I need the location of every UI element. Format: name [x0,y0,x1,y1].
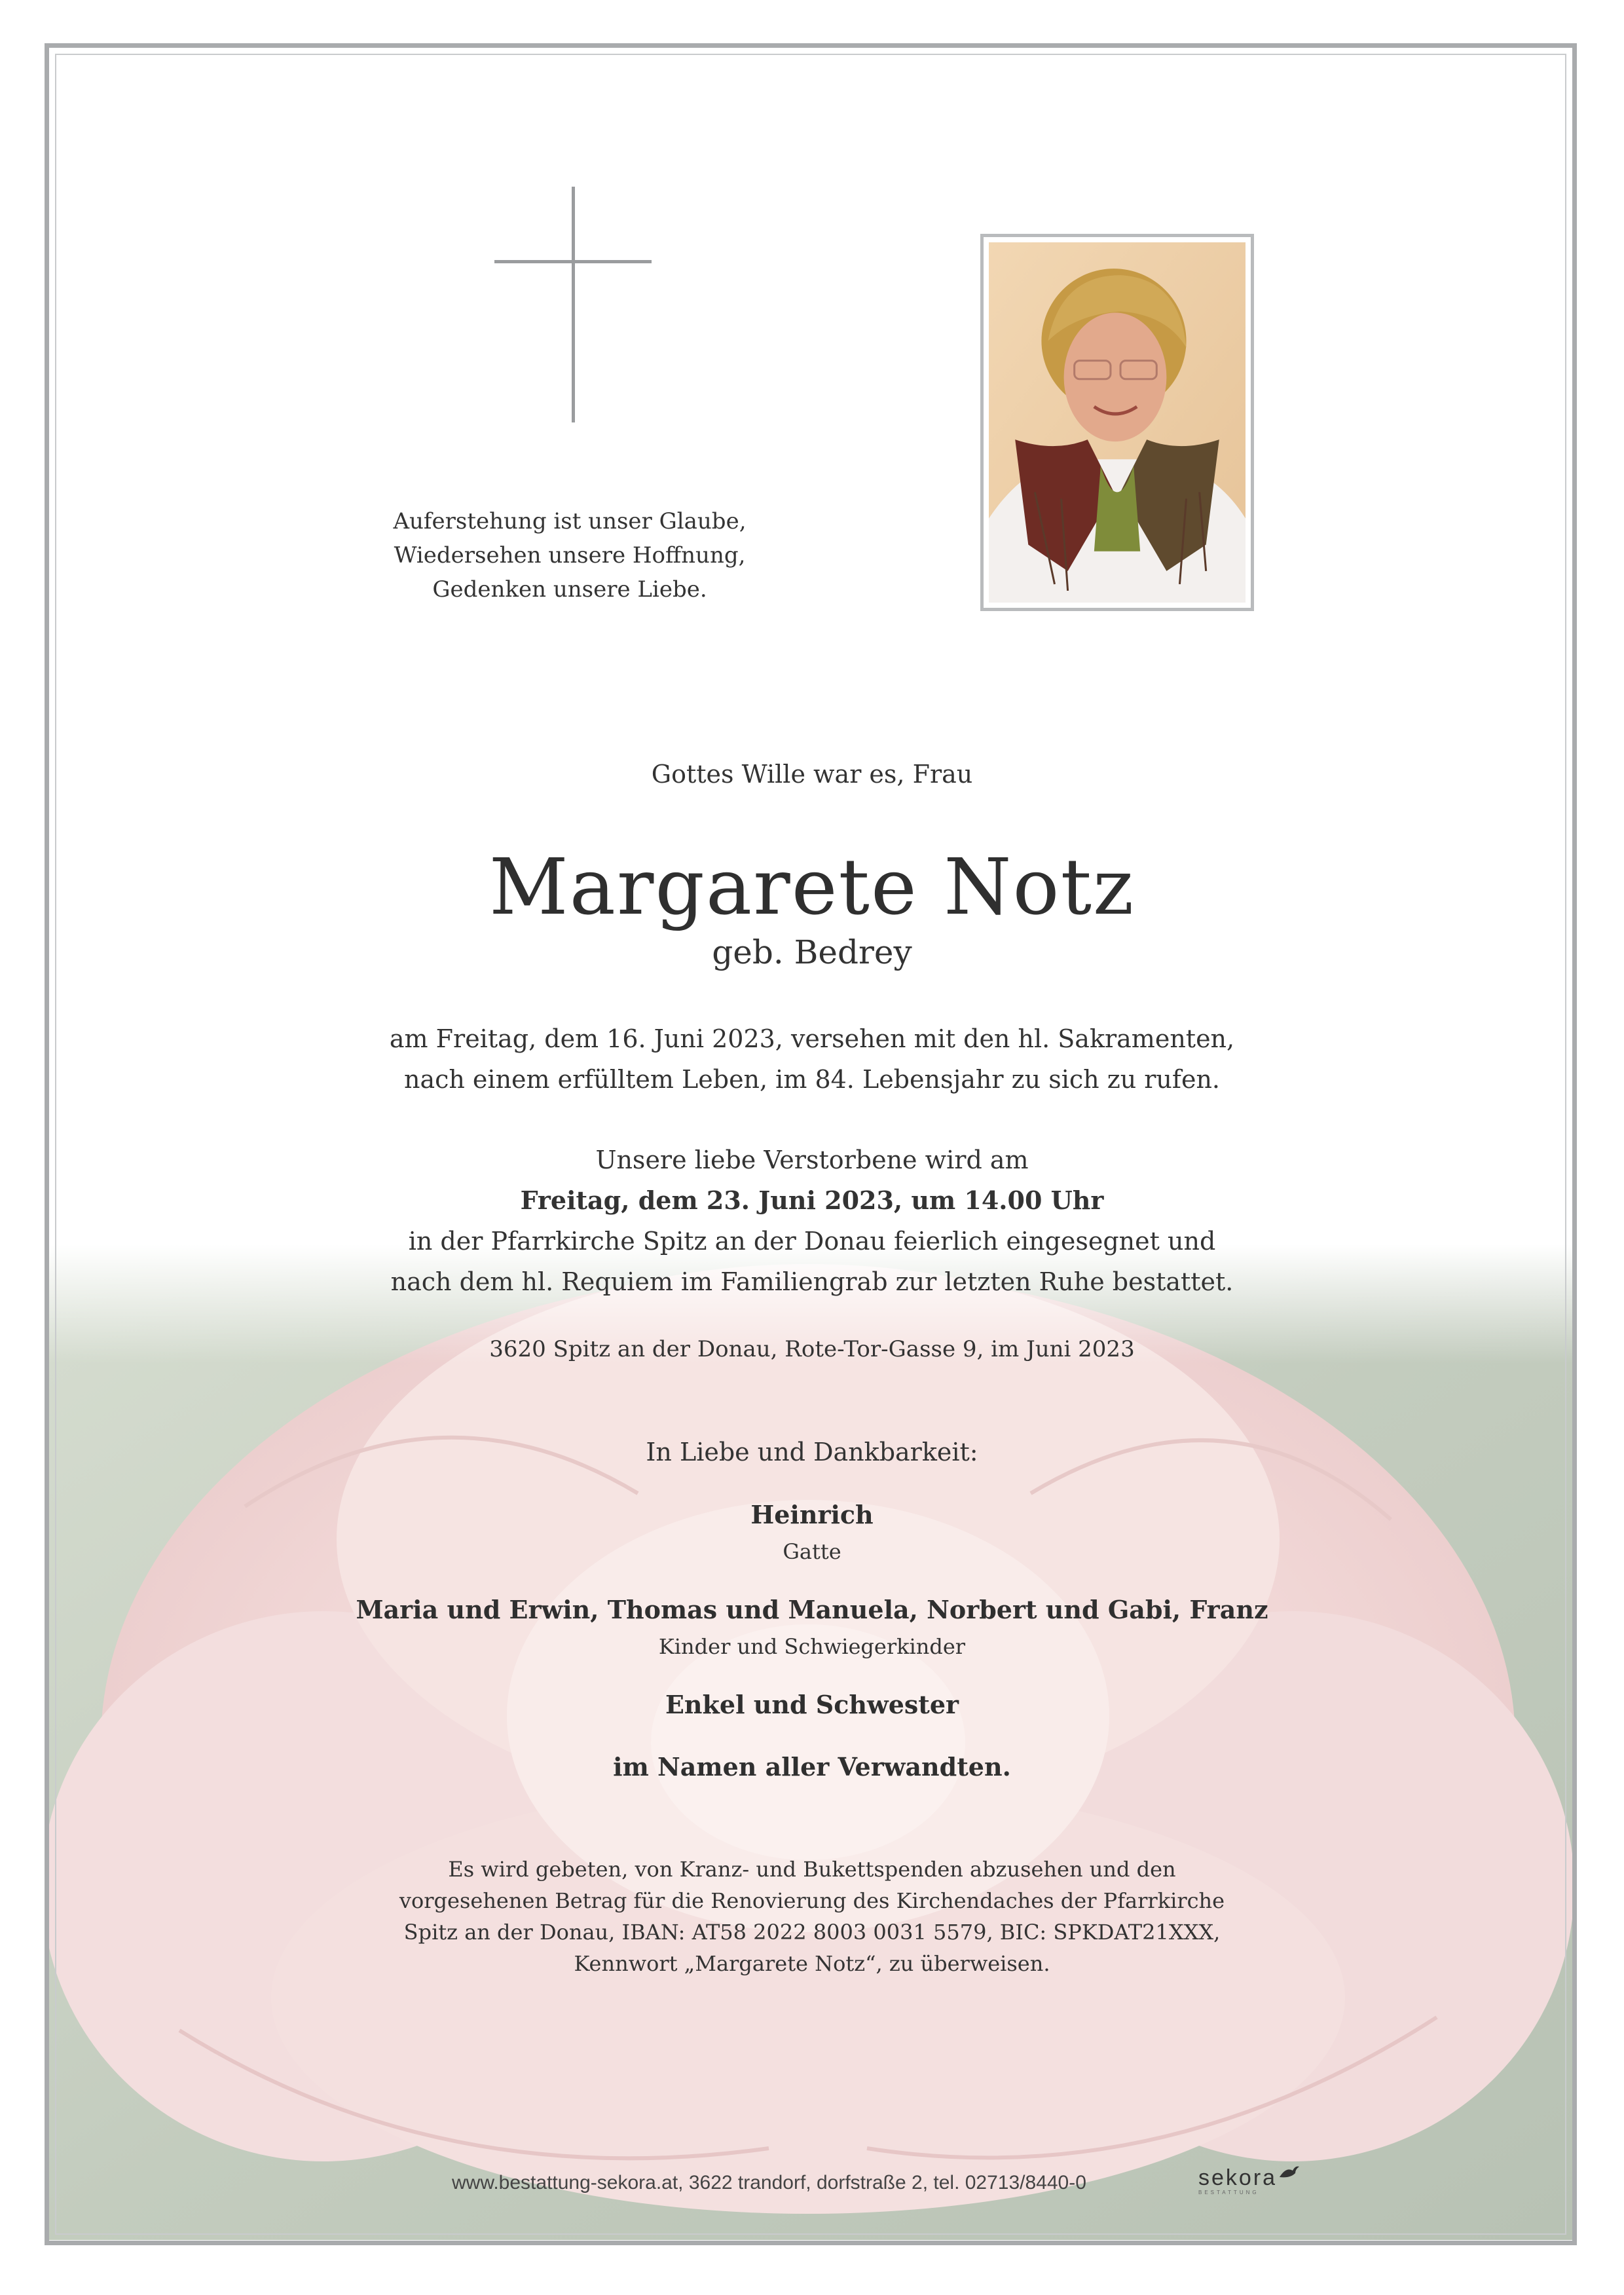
donation-line: vorgesehenen Betrag für die Renovierung des Kirchendaches der Pfarrkirche [399,1888,1225,1913]
portrait-photo [989,242,1246,603]
mourners-heading: In Liebe und Dankbarkeit: [646,1438,978,1466]
logo-subtitle: BESTATTUNG [1198,2190,1259,2195]
grandchildren: Enkel und Schwester [665,1690,959,1719]
verse-line: Auferstehung ist unser Glaube, [393,508,747,534]
bird-icon [1278,2164,1301,2184]
birth-name: geb. Bedrey [712,933,912,971]
footer-contact: www.bestattung-sekora.at, 3622 trandorf, dorfstraße 2, tel. 02713/8440-0 [452,2172,1086,2193]
logo-word: sekora [1198,2165,1278,2190]
death-line: nach einem erfülltem Leben, im 84. Lebensjahr zu sich zu rufen. [403,1065,1221,1094]
funeral-date: Freitag, dem 23. Juni 2023, um 14.00 Uhr [520,1185,1104,1215]
funeral-paragraph [157,1140,1467,1302]
sekora-logo [1198,2165,1277,2195]
spouse-role: Gatte [783,1539,841,1564]
relatives: im Namen aller Verwandten. [613,1752,1011,1782]
verse-line: Wiedersehen unsere Hoffnung, [394,542,746,569]
spouse-name: Heinrich [750,1500,874,1529]
funeral-line: in der Pfarrkirche Spitz an der Donau feierlich eingesegnet und [408,1227,1216,1256]
deceased-name: Margarete Notz [489,842,1135,932]
donation-line: Es wird gebeten, von Kranz- und Bukettspenden abzusehen und den [448,1857,1176,1882]
donation-line: Kennwort „Margarete Notz“, zu überweisen. [574,1951,1050,1976]
children-names: Maria und Erwin, Thomas und Manuela, Norbert und Gabi, Franz [356,1595,1268,1624]
donation-note [157,1854,1467,1979]
intro-text: Gottes Wille war es, Frau [651,760,973,789]
donation-line: Spitz an der Donau, IBAN: AT58 2022 8003 0031 5579, BIC: SPKDAT21XXX, [403,1920,1221,1945]
verse [341,504,799,606]
funeral-line: nach dem hl. Requiem im Familiengrab zur letzten Ruhe bestattet. [390,1267,1234,1296]
cross-icon [494,187,652,422]
death-paragraph [157,1018,1467,1100]
funeral-line: Unsere liebe Verstorbene wird am [595,1146,1029,1174]
verse-line: Gedenken unsere Liebe. [432,576,707,603]
children-role: Kinder und Schwiegerkinder [658,1634,966,1659]
address-line: 3620 Spitz an der Donau, Rote-Tor-Gasse 9, im Juni 2023 [489,1336,1135,1362]
death-line: am Freitag, dem 16. Juni 2023, versehen mit den hl. Sakramenten, [389,1024,1235,1053]
portrait-frame [980,234,1254,611]
